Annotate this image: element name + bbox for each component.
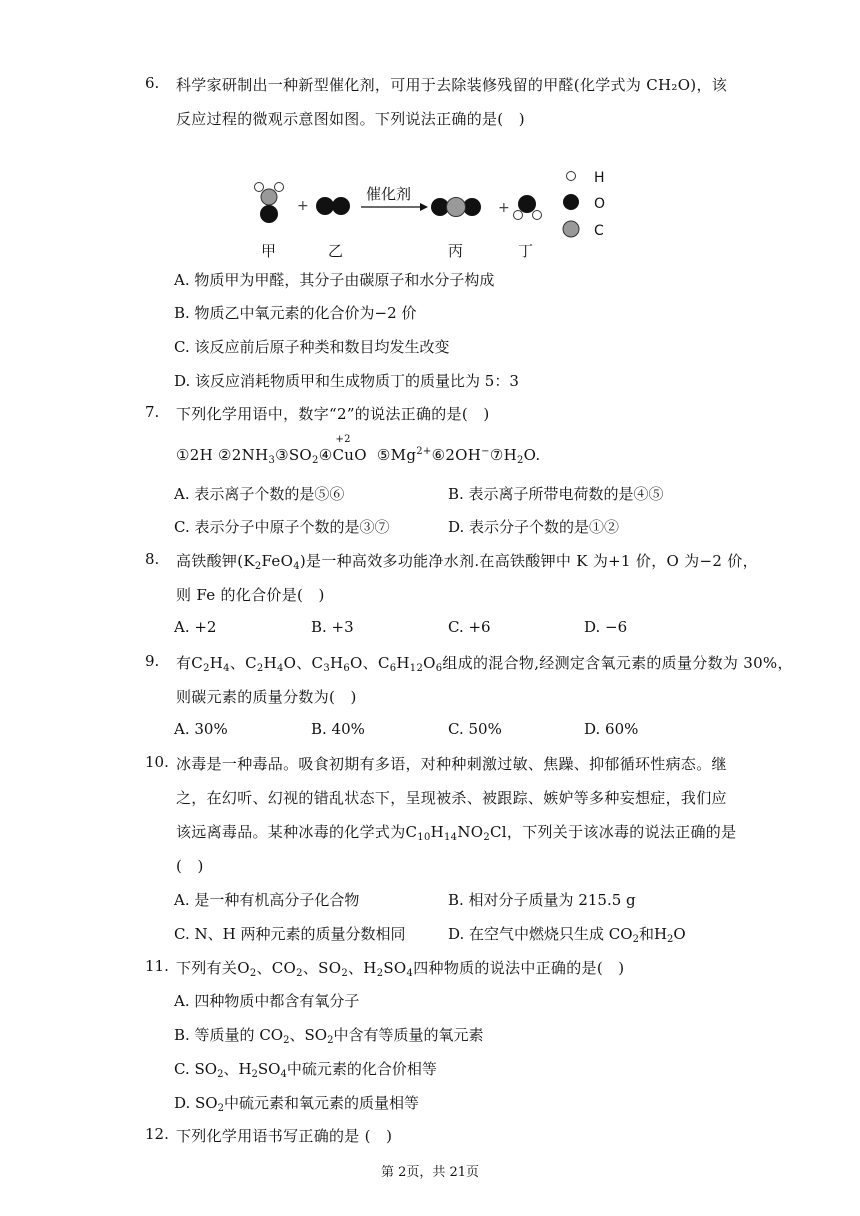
q10-option-b: B. 相对分子质量为 215.5 g xyxy=(448,891,636,909)
q8-number: 8. xyxy=(145,550,160,568)
q12-stem-line1: 下列化学用语书写正确的是 ( ) xyxy=(176,1127,393,1145)
catalyst-label: 催化剂 xyxy=(366,185,412,203)
legend xyxy=(563,170,605,239)
q7-stem-line1: 下列化学用语中，数字“2”的说法正确的是( ) xyxy=(176,405,490,423)
page-footer: 第 2页，共 21页 xyxy=(380,1165,480,1180)
q11-option-d: D. $SO_2$中硫元素和氧元素的质量相等 xyxy=(174,1094,419,1114)
q7-option-d: D. 表示分子个数的是①② xyxy=(448,518,620,536)
q11-number: 11. xyxy=(145,957,169,975)
q10-option-a: A. 是一种有机高分子化合物 xyxy=(174,891,360,909)
q6-option-c: C. 该反应前后原子种类和数目均发生改变 xyxy=(174,338,450,356)
q6-option-a: A. 物质甲为甲醛，其分子由碳原子和水分子构成 xyxy=(174,271,495,289)
label-yi: 乙 xyxy=(328,242,344,260)
q8-option-d: D. −6 xyxy=(584,618,628,636)
molecule-jia xyxy=(255,183,284,224)
q7-number: 7. xyxy=(145,403,160,421)
q8-option-b: B. +3 xyxy=(311,618,354,636)
q9-option-c: C. 50% xyxy=(448,720,502,738)
q11-option-a: A. 四种物质中都含有氧分子 xyxy=(174,992,360,1010)
q8-option-a: A. +2 xyxy=(174,618,217,636)
q9-stem-line2: 则碳元素的质量分数为( ) xyxy=(176,688,357,706)
q10-stem-line4: ( ) xyxy=(176,857,204,875)
molecule-ding xyxy=(514,195,542,220)
q7-option-a: A. 表示离子个数的是⑤⑥ xyxy=(174,485,345,503)
q9-option-d: D. 60% xyxy=(584,720,639,738)
q8-stem-line1: 高铁酸钾$(K_2FeO_4)$是一种高效多功能净水剂.在高铁酸钾中 K 为+1 价，O 为−2 价， xyxy=(176,552,758,572)
legend-o: O xyxy=(594,196,606,212)
reaction-diagram xyxy=(248,163,628,263)
molecule-yi xyxy=(316,197,350,215)
label-jia: 甲 xyxy=(261,242,277,260)
q11-option-b: B. 等质量的 $CO_2$、$SO_2$中含有等质量的氧元素 xyxy=(174,1026,484,1046)
legend-h: H xyxy=(594,170,605,186)
q6-option-b: B. 物质乙中氧元素的化合价为−2 价 xyxy=(174,304,417,322)
label-bing: 丙 xyxy=(448,242,464,260)
q11-stem-line1: 下列有关$O_2$、$CO_2$、$SO_2$、$H_2SO_4$四种物质的说法中正确的是( ) xyxy=(176,959,625,979)
q6-number: 6. xyxy=(145,74,160,92)
plus-sign-1: + xyxy=(297,198,309,214)
q9-option-b: B. 40% xyxy=(311,720,365,738)
q7-option-b: B. 表示离子所带电荷数的是④⑤ xyxy=(448,485,664,503)
q9-number: 9. xyxy=(145,652,160,670)
q12-number: 12. xyxy=(145,1125,169,1143)
q8-stem-line2: 则 Fe 的化合价是( ) xyxy=(176,586,325,604)
q6-option-d: D. 该反应消耗物质甲和生成物质丁的质量比为 5：3 xyxy=(174,372,519,390)
q6-stem-line1: 科学家研制出一种新型催化剂，可用于去除装修残留的甲醛(化学式为 CH₂O)，该 xyxy=(176,76,728,94)
q8-option-c: C. +6 xyxy=(448,618,491,636)
q6-stem-line2: 反应过程的微观示意图如图。下列说法正确的是( ) xyxy=(176,110,525,128)
q9-option-a: A. 30% xyxy=(174,720,228,738)
label-ding: 丁 xyxy=(518,242,534,260)
q10-stem-line1: 冰毒是一种毒品。吸食初期有多语，对种种刺激过敏、焦躁、抑郁循环性病态。继 xyxy=(176,755,727,773)
q10-stem-line3: 该远离毒品。某种冰毒的化学式为$C_{10}H_{14}NO_2Cl$，下列关于该冰毒的说法正确的是 xyxy=(176,823,737,843)
q10-number: 10. xyxy=(145,753,169,771)
q11-option-c: C. $SO_2$、$H_2SO_4$中硫元素的化合价相等 xyxy=(174,1060,437,1080)
molecule-bing xyxy=(431,198,481,217)
plus-sign-2: + xyxy=(498,200,510,216)
legend-c: C xyxy=(594,223,604,239)
q10-stem-line2: 之，在幻听、幻视的错乱状态下，呈现被杀、被跟踪、嫉妒等多种妄想症，我们应 xyxy=(176,789,727,807)
q10-option-c: C. N、H 两种元素的质量分数相同 xyxy=(174,925,406,943)
q9-stem-line1: 有$C_2H_4$、$C_2H_4O$、$C_3H_6O$、$C_6H_{12}O_6$组成的混合物,经测定含氧元素的质量分数为 30%， xyxy=(176,654,793,674)
q7-symbols: ①2H $②2NH_3③SO_2④$ +2 CuO $⑤Mg^{2+}⑥2OH^-⑦H_2O$. xyxy=(176,434,541,466)
q7-option-c: C. 表示分子中原子个数的是③⑦ xyxy=(174,518,390,536)
q10-option-d: D. 在空气中燃烧只生成 $CO_2$和$H_2O$ xyxy=(448,925,686,945)
